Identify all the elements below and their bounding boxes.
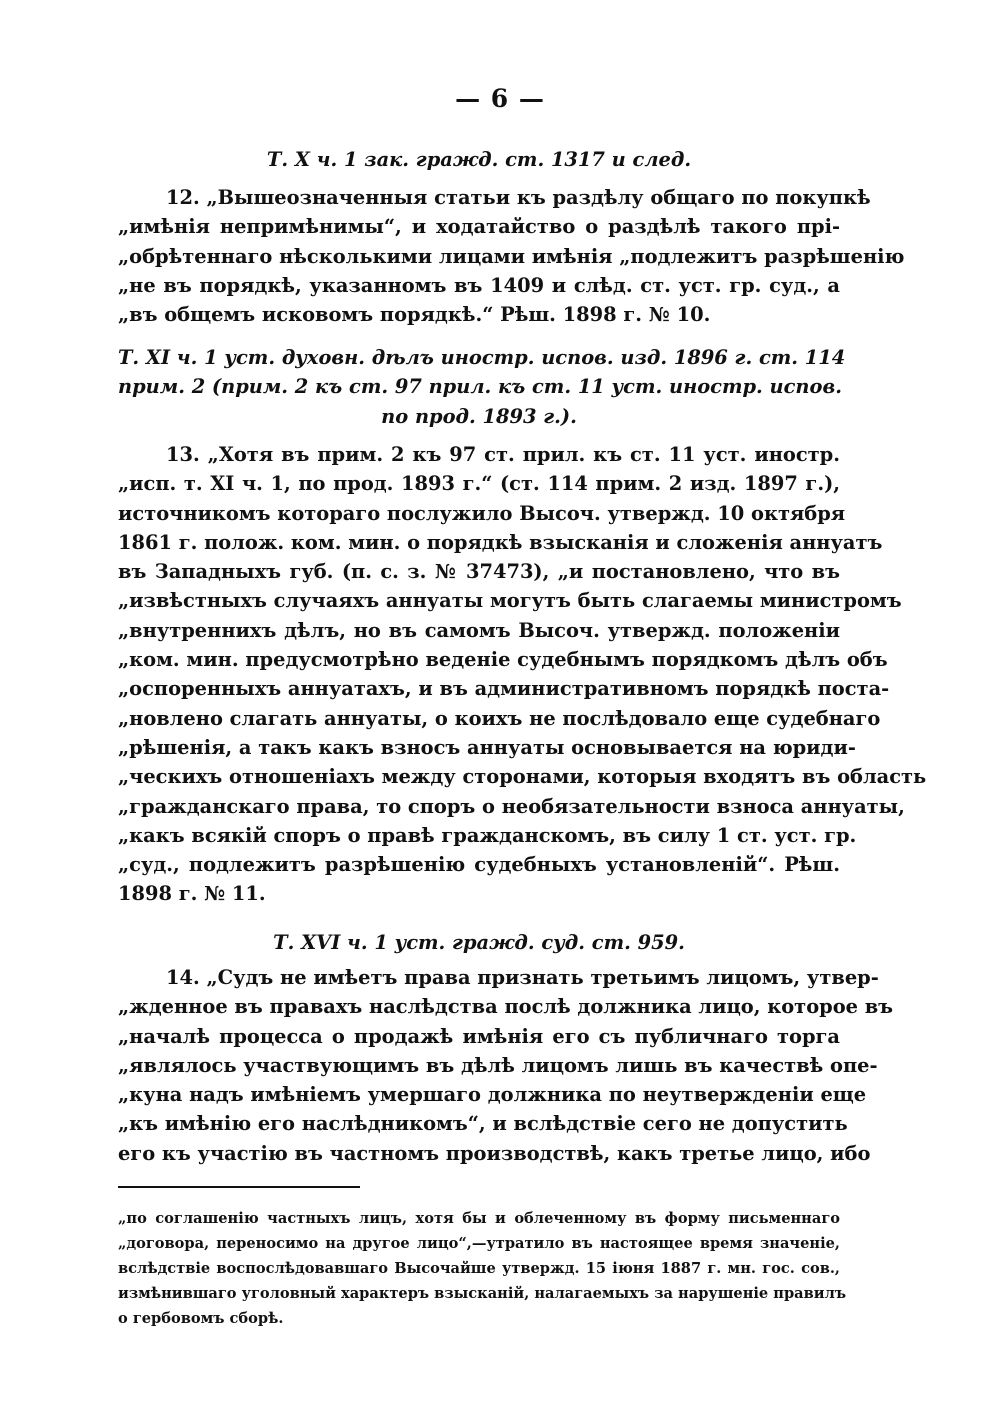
paragraph-12 xyxy=(118,183,905,329)
footnote xyxy=(118,1206,847,1331)
section-heading-1 xyxy=(118,145,840,174)
text-line: 12. „Вышеозначенныя статьи къ раздѣлу общаго по покупкѣ xyxy=(166,186,871,209)
heading-line: прим. 2 (прим. 2 къ ст. 97 прил. къ ст. 11 уст. иностр. испов. xyxy=(118,375,842,399)
heading-line: Т. XI ч. 1 уст. духовн. дѣлъ иностр. испов. изд. 1896 г. ст. 114 xyxy=(118,346,846,369)
text-line: 1861 г. полож. ком. мин. о порядкѣ взысканія и сложенія аннуатъ xyxy=(118,530,883,554)
paragraph-14 xyxy=(118,963,894,1168)
footnote-line: „договора, переносимо на другое лицо“,—утратило въ настоящее время значеніе, xyxy=(118,1235,840,1252)
text-line: „извѣстныхъ случаяхъ аннуаты могутъ быть слагаемы министромъ xyxy=(118,589,902,613)
text-line: „новлено слагать аннуаты, о коихъ не послѣдовало еще судебнаго xyxy=(118,706,881,730)
text-line: „рѣшенія, а такъ какъ взносъ аннуаты основывается на юриди- xyxy=(118,735,856,759)
text-line: „какъ всякій споръ о правѣ гражданскомъ, въ силу 1 ст. уст. гр. xyxy=(118,823,857,847)
footnote-divider xyxy=(118,1186,360,1188)
text-line: „имѣнія непримѣнимы“, и ходатайство о раздѣлѣ такого прі- xyxy=(118,215,840,239)
footnote-line: вслѣдствіе воспослѣдовавшаго Высочайше утвержд. 15 іюня 1887 г. мн. гос. сов., xyxy=(118,1260,840,1277)
section-heading-2 xyxy=(118,343,846,431)
text-line: „началѣ процесса о продажѣ имѣнія его съ публичнаго торга xyxy=(118,1024,840,1048)
text-line: „куна надъ имѣніемъ умершаго должника по неутвержденіи еще xyxy=(118,1083,867,1107)
text-line: „исп. т. XI ч. 1, по прод. 1893 г.“ (ст. 114 прим. 2 изд. 1897 г.), xyxy=(118,472,840,496)
text-line: его къ участію въ частномъ производствѣ, какъ третье лицо, ибо xyxy=(118,1141,871,1165)
text-line: „гражданскаго права, то споръ о необязательности взноса аннуаты, xyxy=(118,794,905,818)
text-line: „не въ порядкѣ, указанномъ въ 1409 и слѣд. ст. уст. гр. суд., а xyxy=(118,273,840,297)
text-line: „являлось участвующимъ въ дѣлѣ лицомъ лишь въ качествѣ опе- xyxy=(118,1053,878,1077)
heading-line: по прод. 1893 г.). xyxy=(381,404,577,428)
text-line: 13. „Хотя въ прим. 2 къ 97 ст. прил. къ ст. 11 уст. иностр. xyxy=(166,443,840,466)
text-line: „обрѣтеннаго нѣсколькими лицами имѣнія „подлежитъ разрѣшенію xyxy=(118,244,905,268)
text-line: „внутреннихъ дѣлъ, но въ самомъ Высоч. утвержд. положеніи xyxy=(118,618,840,642)
footnote-line: о гербовомъ сборѣ. xyxy=(118,1310,284,1327)
text-line: „къ имѣнію его наслѣдникомъ“, и вслѣдствіе сего не допустить xyxy=(118,1112,848,1136)
text-line: „ком. мин. предусмотрѣно веденіе судебнымъ порядкомъ дѣлъ объ xyxy=(118,648,888,672)
text-line: 1898 г. № 11. xyxy=(118,882,266,906)
text-line: въ Западныхъ губ. (п. с. з. № 37473), „и постановлено, что въ xyxy=(118,560,840,584)
footnote-line: „по соглашенію частныхъ лицъ, хотя бы и облеченному въ форму письменнаго xyxy=(118,1210,840,1227)
paragraph-13 xyxy=(118,440,927,909)
text-line: источникомъ котораго послужило Высоч. утвержд. 10 октября xyxy=(118,501,846,525)
text-line: „въ общемъ исковомъ порядкѣ.“ Рѣш. 1898 г. № 10. xyxy=(118,303,711,327)
page-number: — 6 — xyxy=(455,84,545,113)
footnote-line: измѣнившаго уголовный характеръ взысканій, налагаемыхъ за нарушеніе правилъ xyxy=(118,1285,847,1302)
text-line: „суд., подлежитъ разрѣшенію судебныхъ установленій“. Рѣш. xyxy=(118,853,840,877)
section-heading-3 xyxy=(118,928,840,957)
heading-line: Т. X ч. 1 зак. гражд. ст. 1317 и след. xyxy=(266,148,692,171)
heading-line: Т. XVI ч. 1 уст. гражд. суд. ст. 959. xyxy=(273,931,685,954)
text-line: „жденное въ правахъ наслѣдства послѣ должника лицо, которое въ xyxy=(118,995,894,1019)
text-line: „оспоренныхъ аннуатахъ, и въ административномъ порядкѣ поста- xyxy=(118,677,890,701)
text-line: 14. „Судъ не имѣетъ права признать третьимъ лицомъ, утвер- xyxy=(166,966,879,989)
text-line: „ческихъ отношеніахъ между сторонами, которыя входятъ въ область xyxy=(118,765,927,789)
